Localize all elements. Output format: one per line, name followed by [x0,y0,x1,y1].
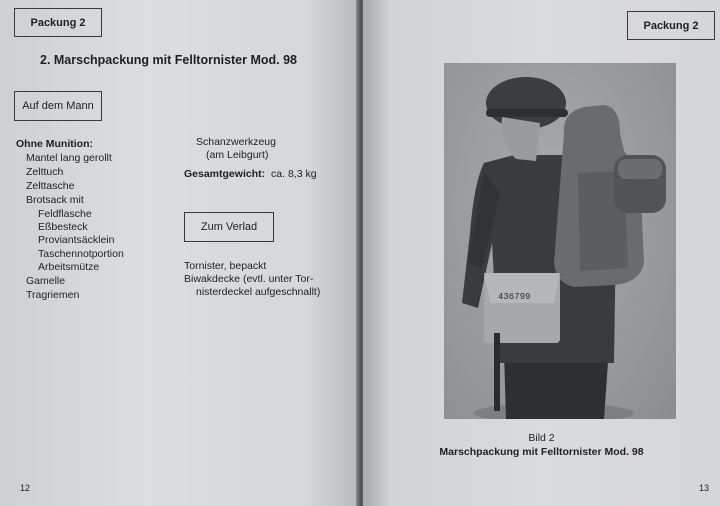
gesamtgewicht-value: ca. 8,3 kg [271,168,317,180]
photo-stamp: 436799 [498,292,531,302]
header-box-right-label: Packung 2 [643,19,699,32]
section-box-label: Auf dem Mann [22,100,94,112]
header-box-left [14,8,102,37]
soldier-photo [444,63,676,419]
biwakdecke-text-2: nisterdeckel aufgeschnallt) [196,286,321,298]
sub-list-item: Arbeitsmütze [38,261,100,273]
sub-list-item: Taschennotportion [38,248,124,260]
soldier-illustration [444,63,676,419]
section-box-auf-dem-mann [14,91,102,121]
verlad-box-label: Zum Verlad [200,221,258,233]
list-item: Brotsack mit [26,194,84,206]
schanzwerkzeug-text: Schanzwerkzeug [196,136,276,148]
figure-caption-title: Marschpackung mit Felltornister Mod. 98 [439,446,644,458]
sub-list-item: Feldflasche [38,208,92,220]
list-item: Gamelle [26,275,66,287]
page-title: 2. Marschpackung mit Felltornister Mod. 98 [40,53,298,67]
list-item: Zelttuch [26,166,64,178]
tornister-text: Tornister, bepackt [184,260,267,272]
figure-caption-number: Bild 2 [528,432,555,444]
am-leibgurt-text: (am Leibgurt) [206,149,269,161]
page-number-left: 12 [20,483,31,493]
page-number-right: 13 [699,483,710,493]
biwakdecke-text-1: Biwakdecke (evtl. unter Tor- [184,273,314,285]
header-box-left-label: Packung 2 [30,16,86,29]
sub-list-item: Eßbesteck [38,221,88,233]
list-item: Tragriemen [26,289,80,301]
ohne-munition-heading: Ohne Munition: [16,138,93,150]
section-box-zum-verlad [184,212,274,242]
header-box-right [627,11,715,40]
gesamtgewicht-line [184,168,317,181]
list-item: Zelttasche [26,180,75,192]
list-item: Mantel lang gerollt [26,152,112,164]
sub-list-item: Proviantsäcklein [38,234,115,246]
gesamtgewicht-label: Gesamtgewicht: [184,168,266,180]
